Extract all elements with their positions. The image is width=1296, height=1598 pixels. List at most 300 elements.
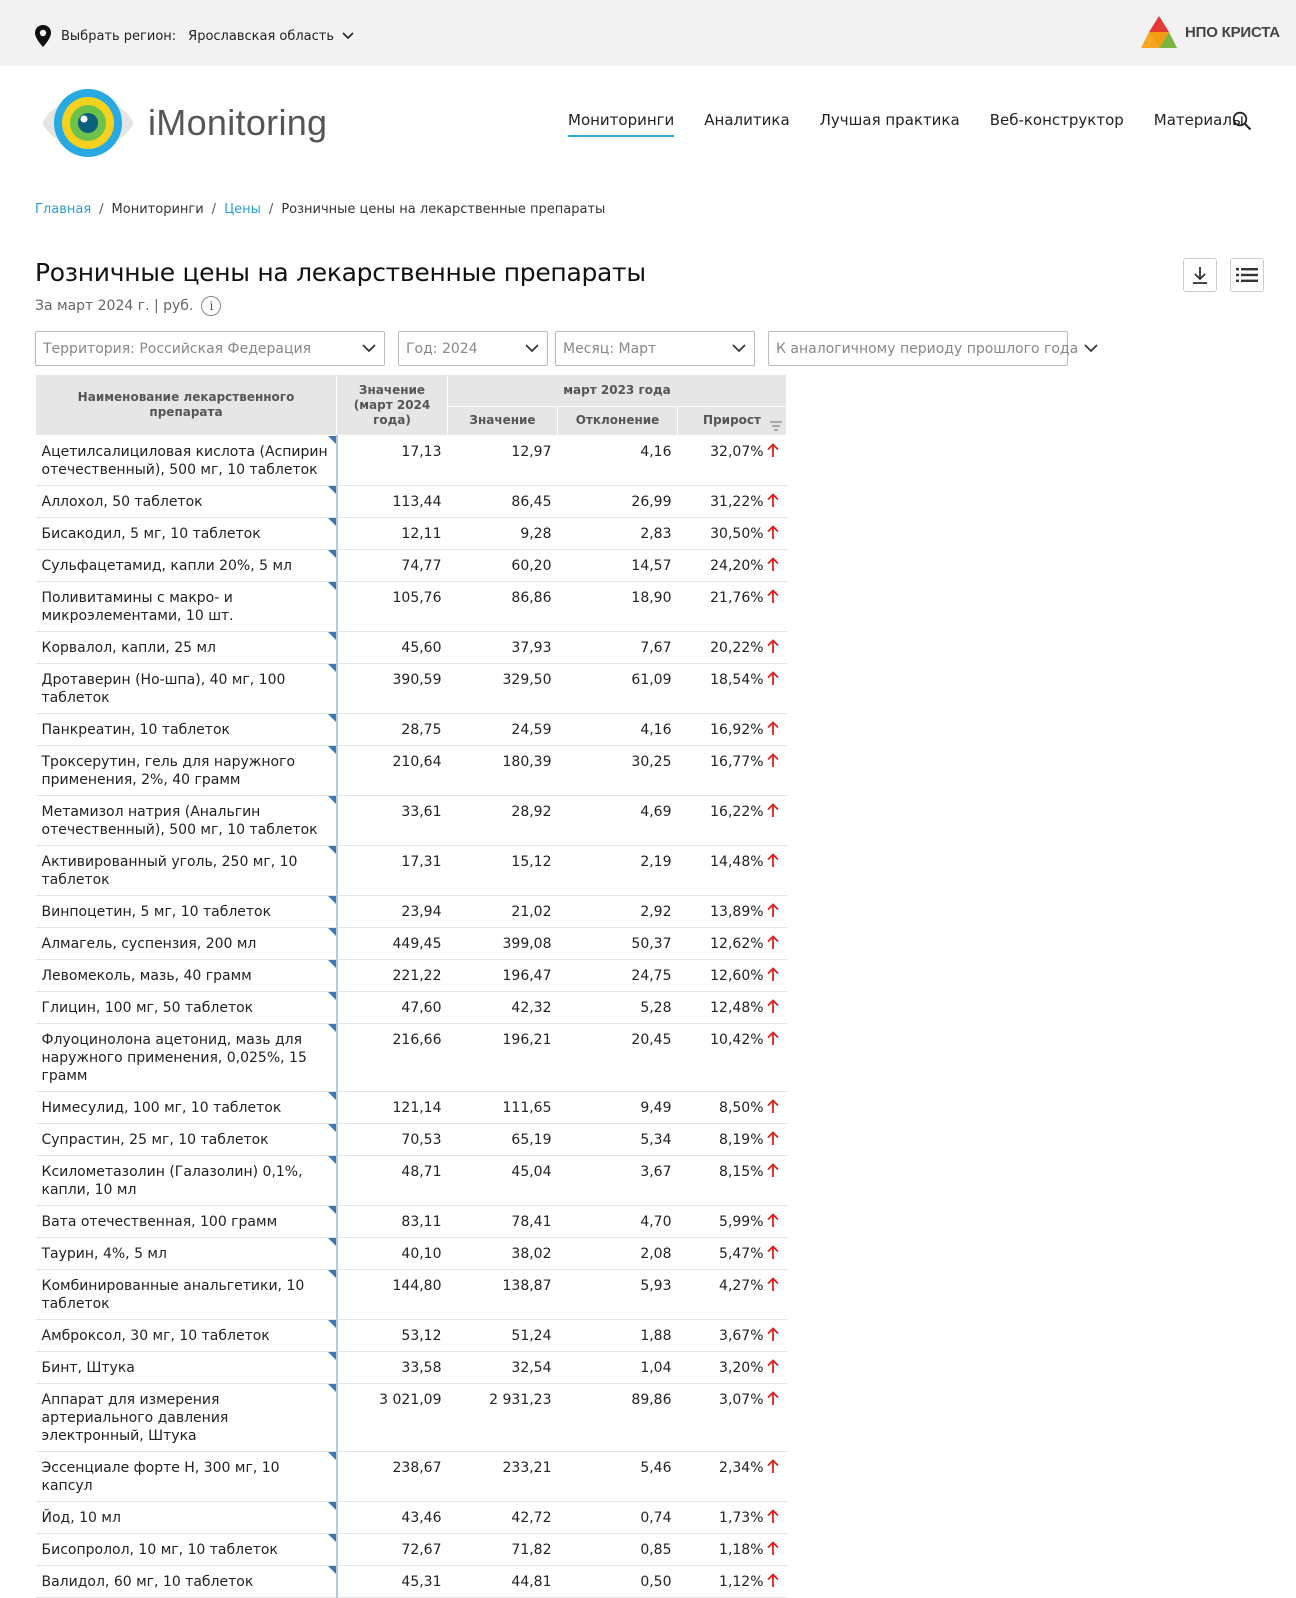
nav-item-best-practice[interactable]: Лучшая практика <box>819 111 960 129</box>
row-marker <box>328 1384 336 1392</box>
table-row[interactable] <box>36 746 787 796</box>
cell-growth <box>678 714 787 746</box>
drug-name: Троксерутин, гель для наружного применения, 2%, 40 грамм <box>41 754 296 788</box>
drug-name: Сульфацетамид, капли 20%, 5 мл <box>41 558 292 574</box>
cell-deviation: 0,85 <box>558 1534 678 1566</box>
cell-growth <box>678 518 787 550</box>
row-marker <box>328 550 336 558</box>
column-header-current-value[interactable]: Значение (март 2024 года) <box>337 375 448 436</box>
cell-current-value: 12,11 <box>337 518 448 550</box>
drug-name: Амброксол, 30 мг, 10 таблеток <box>41 1328 270 1344</box>
drug-name: Бисопролол, 10 мг, 10 таблеток <box>41 1542 278 1558</box>
drug-name: Корвалол, капли, 25 мл <box>41 640 216 656</box>
table-row[interactable] <box>36 1534 787 1566</box>
cell-prev-value: 42,32 <box>448 992 558 1024</box>
cell-drug-name <box>36 518 337 550</box>
sort-icon[interactable] <box>770 421 782 431</box>
cell-deviation: 5,34 <box>558 1124 678 1156</box>
table-row[interactable] <box>36 1320 787 1352</box>
cell-growth <box>678 928 787 960</box>
table-row[interactable] <box>36 582 787 632</box>
cell-drug-name <box>36 746 337 796</box>
table-row[interactable] <box>36 1238 787 1270</box>
cell-current-value: 45,60 <box>337 632 448 664</box>
cell-drug-name <box>36 486 337 518</box>
arrow-up-icon <box>767 853 779 868</box>
arrow-up-icon <box>767 639 779 654</box>
cell-current-value: 105,76 <box>337 582 448 632</box>
growth-value: 3,20% <box>719 1360 764 1376</box>
arrow-up-icon <box>767 557 779 572</box>
cell-current-value: 40,10 <box>337 1238 448 1270</box>
cell-growth <box>678 896 787 928</box>
arrow-up-icon <box>767 1031 779 1046</box>
cell-current-value: 238,67 <box>337 1452 448 1502</box>
arrow-up-icon <box>767 803 779 818</box>
imonitoring-logo[interactable] <box>40 84 327 162</box>
cell-drug-name <box>36 1206 337 1238</box>
comparison-select[interactable] <box>768 331 1079 366</box>
breadcrumb-home[interactable]: Главная <box>35 202 92 217</box>
row-marker <box>328 960 336 968</box>
breadcrumb-current: Розничные цены на лекарственные препараты <box>281 202 606 217</box>
row-marker <box>328 1092 336 1100</box>
cell-deviation: 2,19 <box>558 846 678 896</box>
territory-value: Территория: Российская Федерация <box>43 340 312 357</box>
table-row[interactable] <box>36 1156 787 1206</box>
growth-value: 12,62% <box>710 936 764 952</box>
table-row[interactable] <box>36 632 787 664</box>
cell-growth <box>678 846 787 896</box>
cell-current-value: 390,59 <box>337 664 448 714</box>
cell-current-value: 17,31 <box>337 846 448 896</box>
column-header-deviation[interactable]: Отклонение <box>558 406 678 435</box>
row-marker <box>328 518 336 526</box>
cell-growth <box>678 632 787 664</box>
column-header-growth[interactable] <box>678 406 787 435</box>
table-row[interactable] <box>36 960 787 992</box>
arrow-up-icon <box>767 493 779 508</box>
cell-growth <box>678 550 787 582</box>
cell-growth <box>678 486 787 518</box>
cell-current-value: 83,11 <box>337 1206 448 1238</box>
arrow-up-icon <box>767 1509 779 1524</box>
row-marker <box>328 632 336 640</box>
cell-deviation: 30,25 <box>558 746 678 796</box>
nav-item-monitorings[interactable]: Мониторинги <box>568 111 674 137</box>
cell-current-value: 33,58 <box>337 1352 448 1384</box>
cell-prev-value: 21,02 <box>448 896 558 928</box>
cell-prev-value: 86,86 <box>448 582 558 632</box>
cell-prev-value: 28,92 <box>448 796 558 846</box>
table-row[interactable] <box>36 550 787 582</box>
growth-value: 16,92% <box>710 722 764 738</box>
cell-current-value: 221,22 <box>337 960 448 992</box>
cell-deviation: 26,99 <box>558 486 678 518</box>
row-marker <box>328 1270 336 1278</box>
drug-name: Активированный уголь, 250 мг, 10 таблеток <box>41 854 298 888</box>
cell-deviation: 2,92 <box>558 896 678 928</box>
cell-current-value: 144,80 <box>337 1270 448 1320</box>
cell-current-value: 449,45 <box>337 928 448 960</box>
logo-text: iMonitoring <box>148 102 328 143</box>
cell-deviation: 50,37 <box>558 928 678 960</box>
cell-current-value: 43,46 <box>337 1502 448 1534</box>
cell-growth <box>678 1320 787 1352</box>
nav-item-web-constructor[interactable]: Веб-конструктор <box>989 111 1124 129</box>
arrow-up-icon <box>767 967 779 982</box>
table-row[interactable] <box>36 1452 787 1502</box>
cell-drug-name <box>36 714 337 746</box>
main-nav <box>568 111 1274 137</box>
cell-drug-name <box>36 1238 337 1270</box>
table-row[interactable] <box>36 518 787 550</box>
row-marker <box>328 846 336 854</box>
growth-value: 10,42% <box>710 1032 764 1048</box>
cell-prev-value: 32,54 <box>448 1352 558 1384</box>
growth-value: 8,50% <box>719 1100 764 1116</box>
cell-deviation: 3,67 <box>558 1156 678 1206</box>
cell-current-value: 74,77 <box>337 550 448 582</box>
column-header-prev-value[interactable]: Значение <box>448 406 558 435</box>
cell-current-value: 53,12 <box>337 1320 448 1352</box>
cell-drug-name <box>36 1502 337 1534</box>
cell-drug-name <box>36 928 337 960</box>
cell-deviation: 5,28 <box>558 992 678 1024</box>
cell-growth <box>678 1566 787 1598</box>
cell-prev-value: 15,12 <box>448 846 558 896</box>
cell-growth <box>678 1452 787 1502</box>
cell-deviation: 5,93 <box>558 1270 678 1320</box>
cell-drug-name <box>36 796 337 846</box>
arrow-up-icon <box>767 903 779 918</box>
cell-current-value: 17,13 <box>337 436 448 486</box>
page-title: Розничные цены на лекарственные препараты <box>35 258 646 287</box>
cell-drug-name <box>36 1352 337 1384</box>
arrow-up-icon <box>767 1131 779 1146</box>
cell-prev-value: 233,21 <box>448 1452 558 1502</box>
breadcrumb-prices[interactable]: Цены <box>224 202 261 217</box>
prices-table <box>35 374 787 1598</box>
cell-prev-value: 111,65 <box>448 1092 558 1124</box>
cell-drug-name <box>36 1024 337 1092</box>
growth-value: 30,50% <box>710 526 764 542</box>
cell-growth <box>678 582 787 632</box>
row-marker <box>328 1452 336 1460</box>
table-row[interactable] <box>36 1024 787 1092</box>
cell-drug-name <box>36 1384 337 1452</box>
growth-value: 1,12% <box>719 1574 764 1590</box>
row-marker <box>328 896 336 904</box>
cell-current-value: 216,66 <box>337 1024 448 1092</box>
growth-value: 12,48% <box>710 1000 764 1016</box>
cell-growth <box>678 664 787 714</box>
arrow-up-icon <box>767 671 779 686</box>
cell-drug-name <box>36 436 337 486</box>
chevron-down-icon <box>732 344 746 353</box>
cell-drug-name <box>36 550 337 582</box>
arrow-up-icon <box>767 443 779 458</box>
table-body <box>36 436 787 1598</box>
info-icon[interactable]: i <box>201 296 221 316</box>
arrow-up-icon <box>767 1541 779 1556</box>
brand-name: НПО КРИСТА <box>1185 23 1280 41</box>
table-row[interactable] <box>36 486 787 518</box>
growth-value: 24,20% <box>710 558 764 574</box>
cell-growth <box>678 960 787 992</box>
cell-growth <box>678 1024 787 1092</box>
cell-deviation: 89,86 <box>558 1384 678 1452</box>
cell-growth <box>678 1384 787 1452</box>
cell-growth <box>678 1352 787 1384</box>
cell-deviation: 0,50 <box>558 1566 678 1598</box>
row-marker <box>328 928 336 936</box>
table-row[interactable] <box>36 896 787 928</box>
year-select[interactable] <box>398 331 548 366</box>
cell-prev-value: 44,81 <box>448 1566 558 1598</box>
column-header-name[interactable]: Наименование лекарственного препарата <box>36 375 337 436</box>
cell-prev-value: 24,59 <box>448 714 558 746</box>
growth-value: 1,18% <box>719 1542 764 1558</box>
row-marker <box>328 714 336 722</box>
arrow-up-icon <box>767 1099 779 1114</box>
growth-value: 5,47% <box>719 1246 764 1262</box>
cell-prev-value: 196,47 <box>448 960 558 992</box>
cell-growth <box>678 436 787 486</box>
growth-value: 1,73% <box>719 1510 764 1526</box>
table-row[interactable] <box>36 992 787 1024</box>
month-value: Месяц: Март <box>563 340 657 357</box>
row-marker <box>328 1534 336 1542</box>
arrow-up-icon <box>767 1277 779 1292</box>
row-marker <box>328 1502 336 1510</box>
region-label: Выбрать регион: <box>61 28 177 44</box>
month-select[interactable] <box>555 331 755 366</box>
growth-value: 5,99% <box>719 1214 764 1230</box>
row-marker <box>328 1124 336 1132</box>
eye-logo-icon <box>40 84 136 162</box>
arrow-up-icon <box>767 1391 779 1406</box>
drug-name: Эссенциале форте Н, 300 мг, 10 капсул <box>41 1460 280 1494</box>
table-row[interactable] <box>36 796 787 846</box>
arrow-up-icon <box>767 1163 779 1178</box>
cell-deviation: 2,08 <box>558 1238 678 1270</box>
cell-growth <box>678 1238 787 1270</box>
growth-value: 16,77% <box>710 754 764 770</box>
growth-value: 20,22% <box>710 640 764 656</box>
table-row[interactable] <box>36 1384 787 1452</box>
cell-current-value: 45,31 <box>337 1566 448 1598</box>
drug-name: Аллохол, 50 таблеток <box>41 494 203 510</box>
comparison-value: К аналогичному периоду прошлого года <box>776 340 1079 357</box>
cell-drug-name <box>36 1534 337 1566</box>
table-row[interactable] <box>36 436 787 486</box>
cell-deviation: 61,09 <box>558 664 678 714</box>
region-dropdown[interactable] <box>188 29 354 44</box>
arrow-up-icon <box>767 1459 779 1474</box>
growth-value: 2,34% <box>719 1460 764 1476</box>
drug-name: Аппарат для измерения артериального давления электронный, Штука <box>41 1392 229 1444</box>
table-row[interactable] <box>36 714 787 746</box>
growth-value: 8,19% <box>719 1132 764 1148</box>
prices-table-container <box>35 374 786 1598</box>
chevron-down-icon <box>342 32 354 40</box>
growth-value: 3,67% <box>719 1328 764 1344</box>
row-marker <box>328 436 336 444</box>
drug-name: Алмагель, суспензия, 200 мл <box>41 936 257 952</box>
cell-drug-name <box>36 896 337 928</box>
cell-deviation: 4,70 <box>558 1206 678 1238</box>
chevron-down-icon <box>1084 344 1098 353</box>
growth-value: 4,27% <box>719 1278 764 1294</box>
cell-deviation: 24,75 <box>558 960 678 992</box>
cell-prev-value: 45,04 <box>448 1156 558 1206</box>
arrow-up-icon <box>767 1573 779 1588</box>
cell-prev-value: 78,41 <box>448 1206 558 1238</box>
row-marker <box>328 486 336 494</box>
cell-current-value: 33,61 <box>337 796 448 846</box>
cell-prev-value: 51,24 <box>448 1320 558 1352</box>
cell-deviation: 0,74 <box>558 1502 678 1534</box>
row-marker <box>328 1156 336 1164</box>
table-row[interactable] <box>36 664 787 714</box>
row-marker <box>328 1024 336 1032</box>
cell-drug-name <box>36 960 337 992</box>
arrow-up-icon <box>767 1359 779 1374</box>
cell-prev-value: 60,20 <box>448 550 558 582</box>
cell-current-value: 72,67 <box>337 1534 448 1566</box>
breadcrumb-separator: / <box>99 202 104 217</box>
table-row[interactable] <box>36 1566 787 1598</box>
drug-name: Йод, 10 мл <box>41 1510 121 1526</box>
cell-prev-value: 65,19 <box>448 1124 558 1156</box>
drug-name: Панкреатин, 10 таблеток <box>41 722 230 738</box>
drug-name: Ацетилсалициловая кислота (Аспирин отечественный), 500 мг, 10 таблеток <box>41 444 328 478</box>
arrow-up-icon <box>767 721 779 736</box>
growth-value: 14,48% <box>710 854 764 870</box>
cell-drug-name <box>36 992 337 1024</box>
cell-prev-value: 12,97 <box>448 436 558 486</box>
drug-name: Супрастин, 25 мг, 10 таблеток <box>41 1132 269 1148</box>
drug-name: Левомеколь, мазь, 40 грамм <box>41 968 252 984</box>
table-row[interactable] <box>36 1206 787 1238</box>
growth-value: 32,07% <box>710 444 764 460</box>
cell-deviation: 1,88 <box>558 1320 678 1352</box>
cell-prev-value: 196,21 <box>448 1024 558 1092</box>
drug-name: Дротаверин (Но-шпа), 40 мг, 100 таблеток <box>41 672 286 706</box>
breadcrumb-separator: / <box>211 202 217 217</box>
cell-drug-name <box>36 1566 337 1598</box>
cell-deviation: 20,45 <box>558 1024 678 1092</box>
cell-deviation: 5,46 <box>558 1452 678 1502</box>
chevron-down-icon <box>362 344 376 353</box>
drug-name: Метамизол натрия (Анальгин отечественный), 500 мг, 10 таблеток <box>41 804 318 838</box>
download-icon <box>1192 266 1208 284</box>
table-row[interactable] <box>36 1124 787 1156</box>
npo-krista-logo[interactable] <box>1141 16 1280 48</box>
cell-current-value: 113,44 <box>337 486 448 518</box>
nav-item-analytics[interactable]: Аналитика <box>704 111 790 129</box>
cell-drug-name <box>36 582 337 632</box>
drug-name: Валидол, 60 мг, 10 таблеток <box>41 1574 254 1590</box>
growth-value: 12,60% <box>710 968 764 984</box>
cell-current-value: 3 021,09 <box>337 1384 448 1452</box>
drug-name: Нимесулид, 100 мг, 10 таблеток <box>41 1100 282 1116</box>
cell-growth <box>678 1534 787 1566</box>
arrow-up-icon <box>767 753 779 768</box>
cell-growth <box>678 1092 787 1124</box>
cell-prev-value: 399,08 <box>448 928 558 960</box>
list-icon <box>1236 268 1258 282</box>
table-row[interactable] <box>36 1502 787 1534</box>
cell-deviation: 4,16 <box>558 436 678 486</box>
arrow-up-icon <box>767 1245 779 1260</box>
row-marker <box>328 664 336 672</box>
cell-drug-name <box>36 846 337 896</box>
drug-name: Флуоцинолона ацетонид, мазь для наружного применения, 0,025%, 15 грамм <box>41 1032 307 1084</box>
list-view-button[interactable] <box>1230 258 1264 292</box>
cell-drug-name <box>36 1270 337 1320</box>
cell-prev-value: 86,45 <box>448 486 558 518</box>
table-row[interactable] <box>36 928 787 960</box>
table-row[interactable] <box>36 1270 787 1320</box>
region-selector[interactable] <box>34 25 354 47</box>
search-icon[interactable] <box>1232 111 1252 131</box>
download-button[interactable] <box>1183 258 1217 292</box>
arrow-up-icon <box>767 1213 779 1228</box>
breadcrumb-monitorings: Мониторинги <box>111 202 204 217</box>
growth-value: 31,22% <box>710 494 764 510</box>
cell-growth <box>678 1502 787 1534</box>
cell-current-value: 28,75 <box>337 714 448 746</box>
territory-select[interactable] <box>35 331 385 366</box>
table-row[interactable] <box>36 1352 787 1384</box>
growth-value: 13,89% <box>710 904 764 920</box>
map-pin-icon <box>34 25 52 47</box>
arrow-up-icon <box>767 999 779 1014</box>
growth-header-label: Прирост <box>703 413 761 428</box>
cell-current-value: 23,94 <box>337 896 448 928</box>
cell-prev-value: 138,87 <box>448 1270 558 1320</box>
cell-drug-name <box>36 1092 337 1124</box>
row-marker <box>328 1238 336 1246</box>
cell-drug-name <box>36 664 337 714</box>
cell-growth <box>678 1270 787 1320</box>
drug-name: Винпоцетин, 5 мг, 10 таблеток <box>41 904 272 920</box>
arrow-up-icon <box>767 1327 779 1342</box>
cell-prev-value: 37,93 <box>448 632 558 664</box>
row-marker <box>328 1320 336 1328</box>
row-marker <box>328 992 336 1000</box>
row-marker <box>328 582 336 590</box>
table-row[interactable] <box>36 846 787 896</box>
cell-current-value: 121,14 <box>337 1092 448 1124</box>
row-marker <box>328 746 336 754</box>
nav-item-materials[interactable]: Материалы <box>1153 111 1244 129</box>
arrow-up-icon <box>767 935 779 950</box>
cell-deviation: 1,04 <box>558 1352 678 1384</box>
drug-name: Поливитамины с макро- и микроэлементами, 10 шт. <box>41 590 234 624</box>
period-units: За март 2024 г. | руб. <box>35 298 194 314</box>
drug-name: Комбинированные анальгетики, 10 таблеток <box>41 1278 305 1312</box>
top-bar <box>0 0 1296 66</box>
cell-current-value: 47,60 <box>337 992 448 1024</box>
column-group-header-prev-year: март 2023 года <box>448 375 787 407</box>
cell-deviation: 18,90 <box>558 582 678 632</box>
region-value: Ярославская область <box>188 28 335 44</box>
cell-drug-name <box>36 1320 337 1352</box>
table-row[interactable] <box>36 1092 787 1124</box>
